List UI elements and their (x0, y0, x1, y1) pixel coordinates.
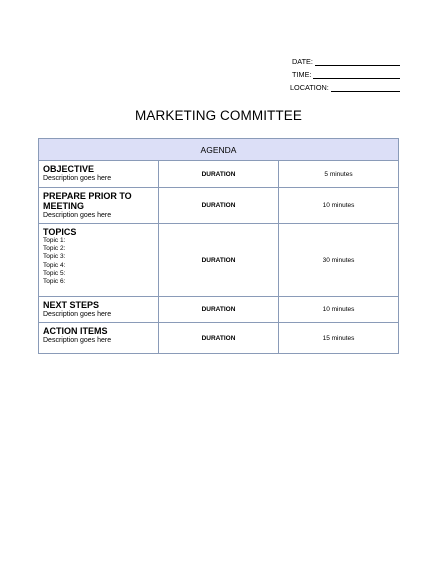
table-row (39, 323, 399, 354)
duration-label: DURATION (159, 188, 279, 224)
duration-value: 5 minutes (279, 161, 399, 188)
topic-5: Topic 5: (43, 269, 66, 277)
location-row (290, 79, 400, 92)
item-description: Description goes here (43, 212, 112, 219)
agenda-table (38, 138, 399, 354)
item-title: TOPICS (43, 227, 77, 237)
item-description: Description goes here (43, 337, 112, 344)
topic-3: Topic 3: (43, 253, 66, 261)
table-row (39, 224, 399, 297)
duration-value: 10 minutes (279, 188, 399, 224)
time-label: TIME: (292, 70, 312, 79)
duration-value: 30 minutes (279, 224, 399, 297)
time-row (290, 66, 400, 79)
date-field[interactable] (315, 58, 400, 66)
topic-6: Topic 6: (43, 278, 66, 286)
item-title: NEXT STEPS (43, 300, 100, 310)
agenda-item-next-steps (39, 297, 159, 323)
table-row (39, 188, 399, 224)
agenda-item-topics (39, 224, 159, 297)
topic-4: Topic 4: (43, 261, 66, 269)
meeting-details (290, 53, 400, 92)
table-row (39, 297, 399, 323)
topic-2: Topic 2: (43, 245, 66, 253)
item-title: OBJECTIVE (43, 164, 95, 174)
duration-label: DURATION (159, 224, 279, 297)
duration-value: 15 minutes (279, 323, 399, 354)
date-row (290, 53, 400, 66)
location-field[interactable] (331, 84, 400, 92)
duration-label: DURATION (159, 297, 279, 323)
page-title: MARKETING COMMITTEE (135, 108, 302, 123)
agenda-item-objective (39, 161, 159, 188)
location-label: LOCATION: (290, 83, 329, 92)
table-row (39, 161, 399, 188)
time-field[interactable] (313, 71, 400, 79)
item-description: Description goes here (43, 175, 112, 182)
duration-label: DURATION (159, 161, 279, 188)
agenda-heading: AGENDA (39, 139, 399, 161)
agenda-item-action-items (39, 323, 159, 354)
item-title: ACTION ITEMS (43, 326, 108, 336)
date-label: DATE: (292, 57, 313, 66)
agenda-item-prepare (39, 188, 159, 224)
item-description: Description goes here (43, 311, 112, 318)
duration-label: DURATION (159, 323, 279, 354)
item-title: PREPARE PRIOR TO MEETING (43, 191, 132, 211)
topic-1: Topic 1: (43, 237, 66, 244)
duration-value: 10 minutes (279, 297, 399, 323)
